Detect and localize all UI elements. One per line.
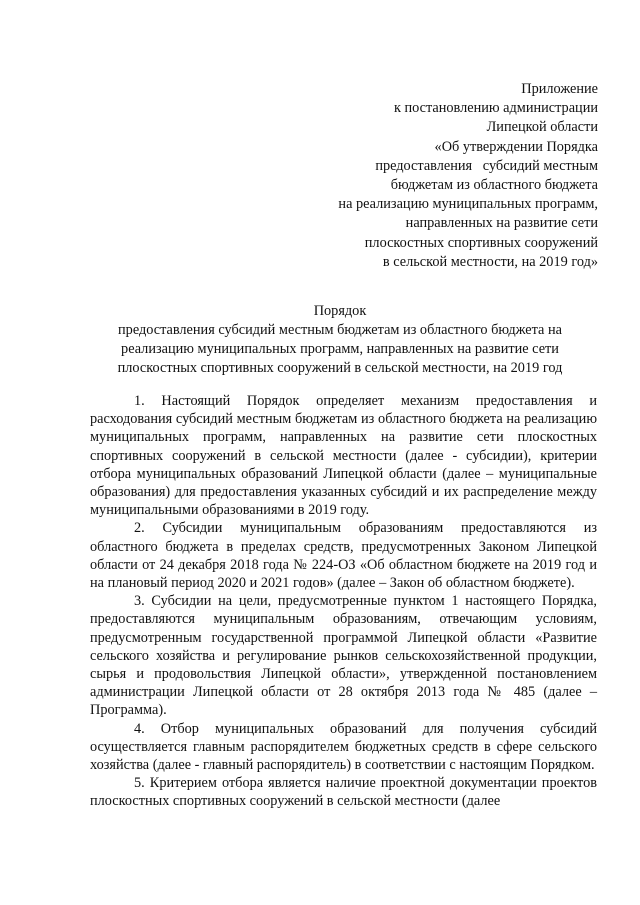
paragraph-4: 4. Отбор муниципальных образований для получения субсидий осуществляется главным распорядителем бюджетных средств в сфере сельского хозяйства (далее - главный распорядитель) в соответствии с настоящим Порядком. xyxy=(90,720,597,774)
appendix-line: Приложение xyxy=(521,81,598,97)
document-body xyxy=(90,392,597,811)
appendix-header xyxy=(338,80,598,272)
document-subtitle xyxy=(90,321,590,379)
appendix-line: направленных на развитие сети xyxy=(405,215,598,232)
subtitle-line: реализацию муниципальных программ, направленных на развитие сети xyxy=(121,341,559,358)
appendix-line: на реализацию муниципальных программ, xyxy=(338,196,598,213)
appendix-line: «Об утверждении Порядка xyxy=(434,138,598,155)
paragraph-1: 1. Настоящий Порядок определяет механизм предоставления и расходования субсидий местным бюджетам из областного бюджета на реализацию муниципальных программ, направленных на развитие сети плоскостных спортивных сооружений в сельской местности (далее - субсидии), критерии отбора муниципальных образований Липецкой области (далее – муниципальные образования) для предоставления указанных субсидий и их распределение между муниципальными образованиями в 2019 году. xyxy=(90,393,597,519)
subtitle-line: предоставления субсидий местным бюджетам из областного бюджета на xyxy=(118,322,562,338)
appendix-line: к постановлению администрации xyxy=(393,100,598,117)
appendix-line: плоскостных спортивных сооружений xyxy=(364,234,598,251)
document-title: Порядок xyxy=(313,303,367,319)
appendix-line: бюджетам из областного бюджета xyxy=(390,177,598,194)
subtitle-line: плоскостных спортивных сооружений в сельской местности, на 2019 год xyxy=(117,360,563,377)
appendix-line: Липецкой области xyxy=(486,119,598,136)
appendix-line: в сельской местности, на 2019 год» xyxy=(382,253,598,270)
appendix-line: предоставления субсидий местным xyxy=(375,157,598,174)
paragraph-2: 2. Субсидии муниципальным образованиям предоставляются из областного бюджета в пределах средств, предусмотренных Законом Липецкой области от 24 декабря 2018 года № 224-ОЗ «Об областном бюджете на 2019 год и на плановый период 2020 и 2021 годов» (далее – Закон об областном бюджете). xyxy=(90,520,597,592)
paragraph-3: 3. Субсидии на цели, предусмотренные пунктом 1 настоящего Порядка, предоставляются муниципальным образованиям, отвечающим условиям, предусмотренным государственной программой Липецкой области «Развитие сельского хозяйства и регулирование рынков сельскохозяйственной продукции, сырья и продовольствия Липецкой области», утвержденной постановлением администрации Липецкой области от 28 октября 2013 года № 485 (далее – Программа). xyxy=(90,593,597,719)
paragraph-5: 5. Критерием отбора является наличие проектной документации проектов плоскостных спортивных сооружений в сельской местности (далее xyxy=(90,775,597,810)
